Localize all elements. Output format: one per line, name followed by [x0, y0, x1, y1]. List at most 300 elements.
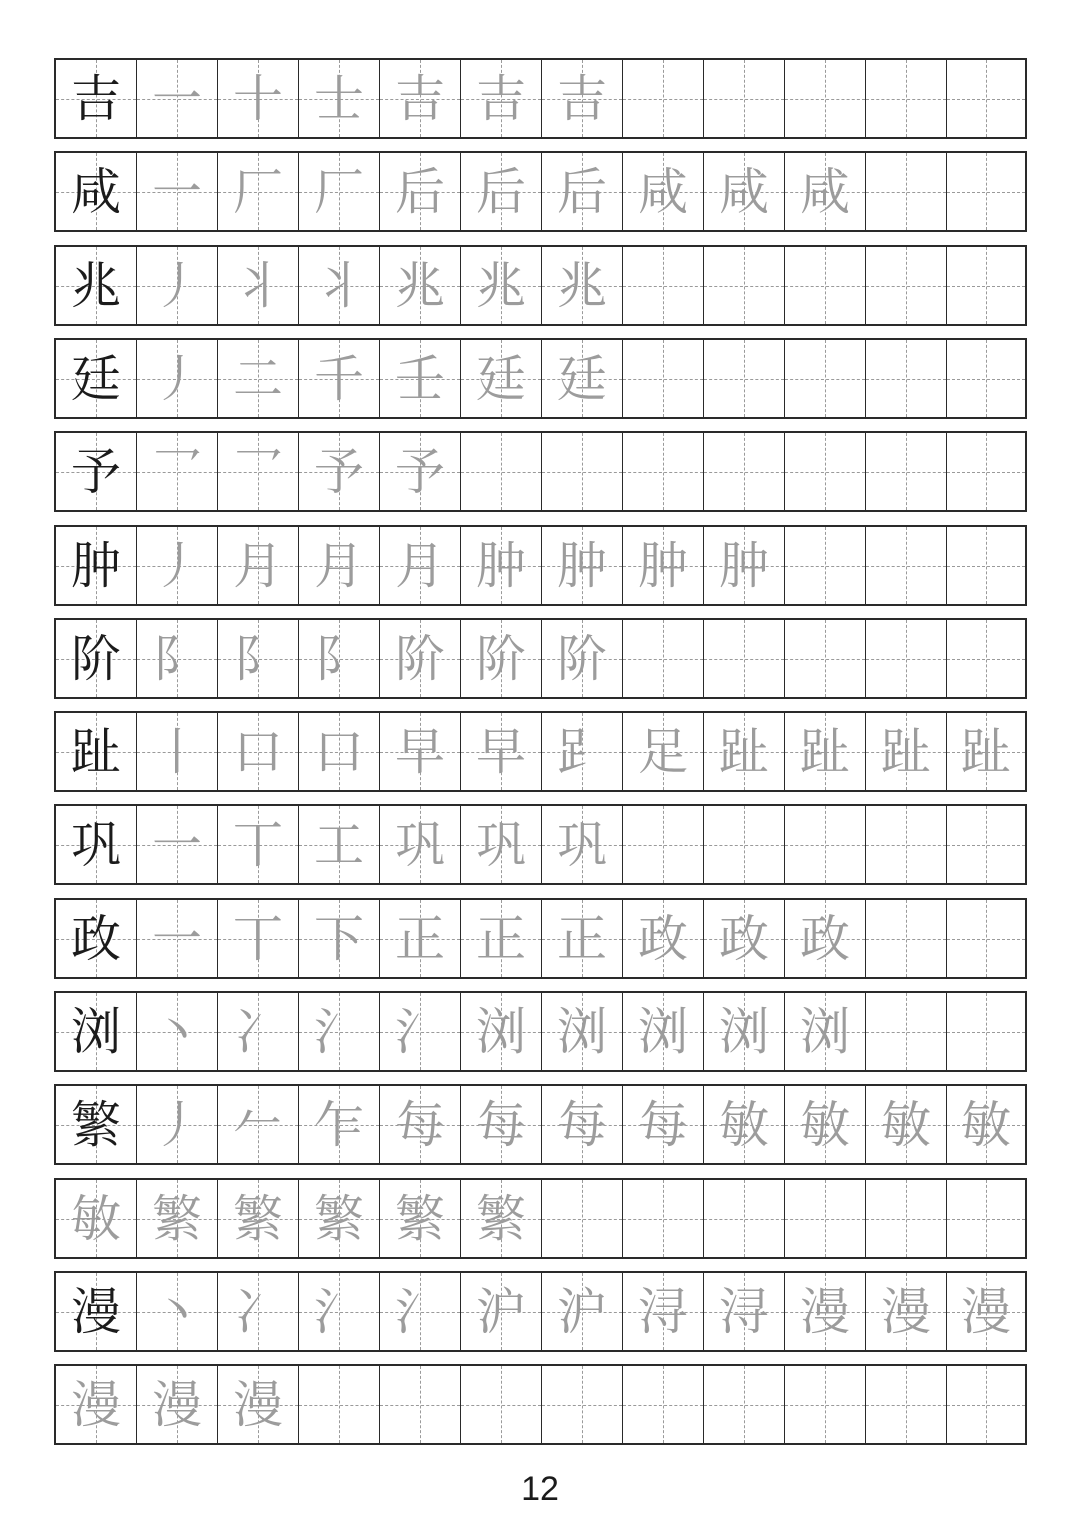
stroke-order-step: 丿 — [152, 536, 202, 595]
practice-cell — [704, 153, 785, 230]
stroke-order-step: 漫 — [71, 1375, 121, 1434]
practice-cell — [218, 1366, 299, 1443]
stroke-order-step: 阶 — [476, 629, 526, 688]
stroke-order-step: 每 — [476, 1095, 526, 1154]
practice-cell — [542, 247, 623, 324]
practice-cell — [704, 340, 785, 417]
practice-cell — [299, 433, 380, 510]
practice-cell — [785, 527, 866, 604]
stroke-order-step: 丨 — [152, 722, 202, 781]
stroke-order-step: 氵 — [395, 1002, 445, 1061]
practice-cell — [542, 806, 623, 883]
practice-cell — [785, 1180, 866, 1257]
model-character-cell — [56, 806, 137, 883]
practice-cell — [947, 713, 1025, 790]
stroke-order-step: 廷 — [557, 349, 607, 408]
practice-cell — [623, 527, 704, 604]
stroke-order-step: 正 — [476, 909, 526, 968]
practice-cell — [461, 1273, 542, 1350]
stroke-order-step: 兆 — [395, 256, 445, 315]
stroke-order-step: 繁 — [476, 1189, 526, 1248]
practice-cell — [137, 806, 218, 883]
practice-cell — [542, 153, 623, 230]
practice-row — [54, 431, 1027, 512]
practice-cell — [947, 1273, 1025, 1350]
practice-cell — [137, 1086, 218, 1163]
practice-cell — [299, 247, 380, 324]
practice-cell — [380, 620, 461, 697]
practice-cell — [704, 900, 785, 977]
practice-cell — [542, 713, 623, 790]
practice-cell — [218, 153, 299, 230]
practice-cell — [299, 340, 380, 417]
model-character: 浏 — [71, 1002, 121, 1061]
stroke-order-step: 兆 — [476, 256, 526, 315]
stroke-order-step: 咸 — [800, 162, 850, 221]
model-character-cell — [56, 620, 137, 697]
model-character: 予 — [71, 442, 121, 501]
stroke-order-step: 浏 — [476, 1002, 526, 1061]
stroke-order-step: 咸 — [638, 162, 688, 221]
model-character: 肿 — [71, 536, 121, 595]
stroke-order-step: 繁 — [233, 1189, 283, 1248]
practice-cell — [299, 1366, 380, 1443]
practice-row — [54, 711, 1027, 792]
practice-cell — [947, 527, 1025, 604]
practice-cell — [299, 1273, 380, 1350]
model-character: 咸 — [71, 162, 121, 221]
practice-cell — [785, 340, 866, 417]
practice-cell — [947, 1366, 1025, 1443]
stroke-order-step: 冫 — [233, 1002, 283, 1061]
stroke-order-step: 肿 — [638, 536, 688, 595]
practice-cell — [623, 340, 704, 417]
practice-cell — [542, 60, 623, 137]
practice-cell — [299, 806, 380, 883]
practice-row — [54, 1084, 1027, 1165]
stroke-order-step: 早 — [476, 722, 526, 781]
practice-cell — [866, 1366, 947, 1443]
practice-cell — [218, 806, 299, 883]
stroke-order-step: 巩 — [395, 815, 445, 874]
practice-cell — [380, 1086, 461, 1163]
practice-cell — [461, 340, 542, 417]
practice-cell — [299, 900, 380, 977]
stroke-order-step: 浔 — [719, 1282, 769, 1341]
practice-cell — [299, 620, 380, 697]
model-character: 繁 — [71, 1095, 121, 1154]
stroke-order-step: 后 — [476, 162, 526, 221]
stroke-order-step: 乍 — [314, 1095, 364, 1154]
practice-cell — [218, 1180, 299, 1257]
practice-cell — [947, 247, 1025, 324]
practice-cell — [704, 247, 785, 324]
practice-cell — [461, 620, 542, 697]
stroke-order-step: 厂 — [314, 162, 364, 221]
practice-cell — [461, 806, 542, 883]
practice-cell — [866, 527, 947, 604]
practice-cell — [137, 1273, 218, 1350]
practice-cell — [299, 153, 380, 230]
stroke-order-step: 千 — [314, 349, 364, 408]
stroke-order-step: 咸 — [719, 162, 769, 221]
stroke-order-step: 沪 — [476, 1282, 526, 1341]
practice-cell — [380, 900, 461, 977]
practice-cell — [461, 1180, 542, 1257]
stroke-order-step: 政 — [638, 909, 688, 968]
practice-cell — [299, 1180, 380, 1257]
practice-cell — [785, 1273, 866, 1350]
practice-row — [54, 618, 1027, 699]
stroke-order-step: 沪 — [557, 1282, 607, 1341]
practice-cell — [623, 153, 704, 230]
stroke-order-step: 𠂉 — [233, 1095, 283, 1154]
stroke-order-step: 一 — [152, 162, 202, 221]
stroke-order-step: 一 — [152, 69, 202, 128]
stroke-order-step: 丿 — [152, 349, 202, 408]
practice-cell — [866, 60, 947, 137]
stroke-order-step: 趾 — [961, 722, 1011, 781]
stroke-order-step: 丅 — [233, 909, 283, 968]
practice-row — [54, 58, 1027, 139]
practice-row — [54, 525, 1027, 606]
practice-cell — [137, 247, 218, 324]
stroke-order-step: 阝 — [314, 629, 364, 688]
stroke-order-step: 丅 — [233, 815, 283, 874]
practice-cell — [866, 620, 947, 697]
model-character-cell — [56, 433, 137, 510]
stroke-order-step: 浏 — [719, 1002, 769, 1061]
practice-cell — [785, 247, 866, 324]
practice-cell — [299, 993, 380, 1070]
stroke-order-step: 丬 — [233, 256, 283, 315]
stroke-order-step: 予 — [314, 442, 364, 501]
practice-cell — [623, 1180, 704, 1257]
practice-cell — [137, 433, 218, 510]
practice-cell — [218, 340, 299, 417]
practice-cell — [461, 900, 542, 977]
stroke-order-step: 阝 — [233, 629, 283, 688]
stroke-order-step: 后 — [557, 162, 607, 221]
practice-cell — [623, 1366, 704, 1443]
practice-cell — [947, 433, 1025, 510]
model-character: 吉 — [71, 69, 121, 128]
practice-cell — [380, 806, 461, 883]
practice-cell — [866, 247, 947, 324]
stroke-order-step: 乛 — [233, 442, 283, 501]
practice-cell — [542, 1273, 623, 1350]
practice-cell — [785, 433, 866, 510]
practice-cell — [137, 713, 218, 790]
practice-cell — [866, 340, 947, 417]
stroke-order-step: 浏 — [800, 1002, 850, 1061]
practice-cell — [947, 900, 1025, 977]
practice-cell — [380, 433, 461, 510]
stroke-order-step: 漫 — [152, 1375, 202, 1434]
practice-cell — [218, 1273, 299, 1350]
practice-cell — [785, 60, 866, 137]
model-character-cell — [56, 993, 137, 1070]
practice-cell — [542, 340, 623, 417]
practice-cell — [461, 247, 542, 324]
stroke-order-step: 十 — [233, 69, 283, 128]
stroke-order-step: 丶 — [152, 1282, 202, 1341]
practice-cell — [704, 1366, 785, 1443]
practice-row — [54, 338, 1027, 419]
practice-cell — [380, 1273, 461, 1350]
practice-cell — [56, 1366, 137, 1443]
stroke-order-step: 肿 — [476, 536, 526, 595]
stroke-order-step: 壬 — [395, 349, 445, 408]
stroke-order-step: 吉 — [395, 69, 445, 128]
practice-cell — [299, 60, 380, 137]
practice-cell — [704, 713, 785, 790]
practice-cell — [461, 993, 542, 1070]
stroke-order-step: 丿 — [152, 256, 202, 315]
practice-row — [54, 1271, 1027, 1352]
model-character-cell — [56, 713, 137, 790]
stroke-order-step: 氵 — [395, 1282, 445, 1341]
stroke-order-step: 冫 — [233, 1282, 283, 1341]
practice-cell — [866, 153, 947, 230]
model-character: 阶 — [71, 629, 121, 688]
stroke-order-step: 敏 — [881, 1095, 931, 1154]
stroke-order-step: 士 — [314, 69, 364, 128]
stroke-order-step: 月 — [314, 536, 364, 595]
stroke-order-step: 趾 — [719, 722, 769, 781]
stroke-order-step: 后 — [395, 162, 445, 221]
practice-cell — [137, 527, 218, 604]
practice-cell — [218, 993, 299, 1070]
practice-cell — [947, 1086, 1025, 1163]
stroke-order-step: 敏 — [961, 1095, 1011, 1154]
practice-cell — [785, 993, 866, 1070]
practice-cell — [218, 900, 299, 977]
practice-cell — [218, 620, 299, 697]
model-character-cell — [56, 527, 137, 604]
practice-cell — [785, 900, 866, 977]
model-character: 政 — [71, 909, 121, 968]
stroke-order-step: 政 — [800, 909, 850, 968]
practice-row — [54, 898, 1027, 979]
stroke-order-step: 漫 — [800, 1282, 850, 1341]
practice-cell — [461, 153, 542, 230]
practice-cell — [380, 713, 461, 790]
practice-cell — [623, 60, 704, 137]
stroke-order-step: 敏 — [71, 1189, 121, 1248]
practice-cell — [623, 247, 704, 324]
practice-row — [54, 991, 1027, 1072]
practice-cell — [137, 153, 218, 230]
practice-row — [54, 151, 1027, 232]
stroke-order-step: 阝 — [152, 629, 202, 688]
practice-cell — [542, 433, 623, 510]
stroke-order-step: 厂 — [233, 162, 283, 221]
practice-cell — [704, 806, 785, 883]
practice-cell — [623, 1273, 704, 1350]
practice-cell — [380, 1366, 461, 1443]
stroke-order-step: 口 — [314, 722, 364, 781]
model-character-cell — [56, 60, 137, 137]
practice-row — [54, 1364, 1027, 1445]
practice-cell — [137, 1366, 218, 1443]
practice-cell — [947, 153, 1025, 230]
stroke-order-step: 丶 — [152, 1002, 202, 1061]
stroke-order-step: 一 — [152, 909, 202, 968]
practice-cell — [704, 620, 785, 697]
model-character-cell — [56, 340, 137, 417]
practice-cell — [461, 1086, 542, 1163]
practice-cell — [704, 60, 785, 137]
stroke-order-step: 浏 — [638, 1002, 688, 1061]
practice-cell — [704, 433, 785, 510]
practice-cell — [137, 993, 218, 1070]
practice-cell — [623, 433, 704, 510]
practice-cell — [56, 1180, 137, 1257]
practice-cell — [947, 993, 1025, 1070]
stroke-order-step: 正 — [557, 909, 607, 968]
practice-cell — [785, 713, 866, 790]
practice-cell — [137, 1180, 218, 1257]
practice-cell — [866, 713, 947, 790]
stroke-order-step: 巩 — [557, 815, 607, 874]
practice-cell — [704, 1180, 785, 1257]
practice-cell — [218, 713, 299, 790]
practice-cell — [623, 620, 704, 697]
practice-cell — [785, 153, 866, 230]
stroke-order-step: 漫 — [961, 1282, 1011, 1341]
practice-cell — [704, 1086, 785, 1163]
model-character-cell — [56, 1273, 137, 1350]
practice-cell — [380, 340, 461, 417]
practice-cell — [866, 1180, 947, 1257]
stroke-order-step: 正 — [395, 909, 445, 968]
stroke-order-step: 肿 — [557, 536, 607, 595]
practice-cell — [218, 247, 299, 324]
stroke-order-step: 每 — [557, 1095, 607, 1154]
model-character: 巩 — [71, 815, 121, 874]
practice-cell — [947, 60, 1025, 137]
model-character: 廷 — [71, 349, 121, 408]
stroke-order-step: 阶 — [395, 629, 445, 688]
practice-cell — [947, 806, 1025, 883]
practice-cell — [137, 900, 218, 977]
stroke-order-step: 肿 — [719, 536, 769, 595]
stroke-order-step: 早 — [395, 722, 445, 781]
stroke-order-step: 浏 — [557, 1002, 607, 1061]
practice-cell — [461, 713, 542, 790]
stroke-order-step: 一 — [152, 815, 202, 874]
stroke-order-step: 二 — [233, 349, 283, 408]
stroke-order-step: 吉 — [476, 69, 526, 128]
stroke-order-step: 政 — [719, 909, 769, 968]
stroke-order-step: 氵 — [314, 1002, 364, 1061]
stroke-order-step: 下 — [314, 909, 364, 968]
stroke-order-step: 足 — [638, 722, 688, 781]
model-character: 兆 — [71, 256, 121, 315]
practice-cell — [623, 900, 704, 977]
practice-cell — [866, 433, 947, 510]
practice-cell — [866, 806, 947, 883]
stroke-order-step: 敏 — [800, 1095, 850, 1154]
practice-cell — [947, 620, 1025, 697]
stroke-order-step: 每 — [395, 1095, 445, 1154]
practice-cell — [461, 433, 542, 510]
practice-cell — [866, 900, 947, 977]
stroke-order-step: 廷 — [476, 349, 526, 408]
stroke-order-step: 繁 — [152, 1189, 202, 1248]
model-character: 趾 — [71, 722, 121, 781]
practice-cell — [137, 340, 218, 417]
practice-cell — [461, 60, 542, 137]
model-character-cell — [56, 153, 137, 230]
practice-cell — [785, 806, 866, 883]
practice-cell — [218, 60, 299, 137]
stroke-order-step: 漫 — [881, 1282, 931, 1341]
practice-cell — [866, 1086, 947, 1163]
stroke-order-step: 漫 — [233, 1375, 283, 1434]
stroke-order-step: 月 — [233, 536, 283, 595]
practice-row — [54, 804, 1027, 885]
stroke-order-step: 乛 — [152, 442, 202, 501]
practice-cell — [380, 60, 461, 137]
practice-cell — [542, 620, 623, 697]
practice-cell — [218, 527, 299, 604]
stroke-order-step: 趾 — [800, 722, 850, 781]
practice-cell — [137, 620, 218, 697]
stroke-order-step: 𧾷 — [557, 722, 607, 781]
practice-cell — [704, 993, 785, 1070]
stroke-order-step: 巩 — [476, 815, 526, 874]
practice-cell — [785, 1086, 866, 1163]
stroke-order-step: 繁 — [314, 1189, 364, 1248]
model-character-cell — [56, 900, 137, 977]
practice-cell — [380, 993, 461, 1070]
stroke-order-step: 趾 — [881, 722, 931, 781]
stroke-order-step: 阶 — [557, 629, 607, 688]
practice-cell — [542, 900, 623, 977]
practice-cell — [218, 433, 299, 510]
practice-cell — [461, 1366, 542, 1443]
practice-cell — [299, 527, 380, 604]
practice-cell — [704, 527, 785, 604]
practice-cell — [461, 527, 542, 604]
stroke-order-step: 口 — [233, 722, 283, 781]
practice-cell — [542, 527, 623, 604]
stroke-order-step: 予 — [395, 442, 445, 501]
practice-row — [54, 245, 1027, 326]
stroke-order-step: 浔 — [638, 1282, 688, 1341]
practice-cell — [623, 993, 704, 1070]
stroke-order-step: 兆 — [557, 256, 607, 315]
practice-cell — [542, 1086, 623, 1163]
practice-row — [54, 1178, 1027, 1259]
practice-cell — [947, 1180, 1025, 1257]
stroke-order-step: 氵 — [314, 1282, 364, 1341]
practice-cell — [137, 60, 218, 137]
practice-cell — [623, 713, 704, 790]
practice-cell — [380, 247, 461, 324]
practice-cell — [785, 620, 866, 697]
practice-cell — [542, 993, 623, 1070]
practice-cell — [380, 1180, 461, 1257]
model-character-cell — [56, 247, 137, 324]
practice-cell — [299, 713, 380, 790]
practice-cell — [785, 1366, 866, 1443]
practice-cell — [866, 993, 947, 1070]
practice-cell — [380, 153, 461, 230]
practice-cell — [380, 527, 461, 604]
